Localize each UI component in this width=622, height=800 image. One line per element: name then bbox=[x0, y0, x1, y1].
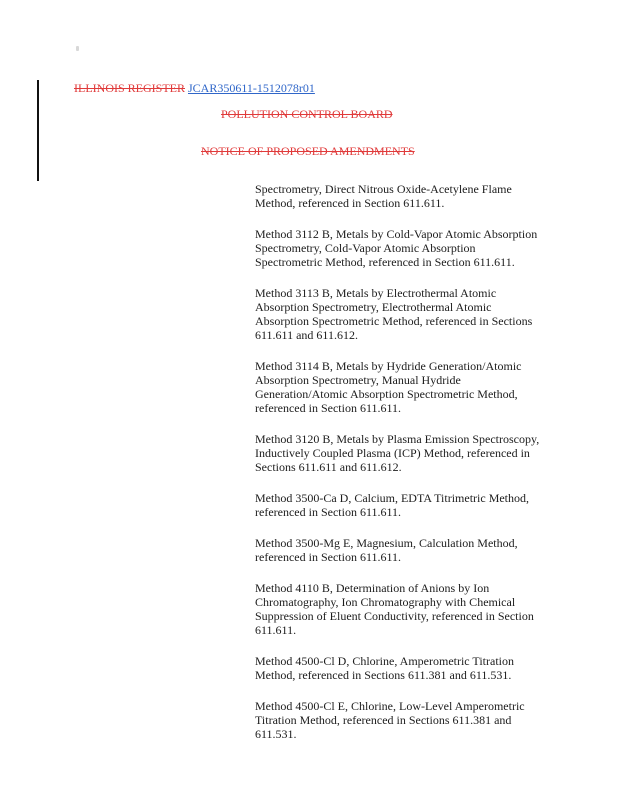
method-item: Method 3500-Ca D, Calcium, EDTA Titrimetric Method, referenced in Section 611.611. bbox=[255, 491, 530, 519]
method-item: Method 3113 B, Metals by Electrothermal Atomic Absorption Spectrometry, Electrothermal Atomic Absorption Spectrometric Method, referenced in Sections 611.611 and 611.612. bbox=[255, 286, 533, 342]
register-header bbox=[74, 81, 315, 96]
method-item: Method 3500-Mg E, Magnesium, Calculation Method, referenced in Section 611.611. bbox=[255, 536, 518, 564]
method-list bbox=[255, 182, 545, 758]
method-item: Method 4500-Cl E, Chlorine, Low-Level Amperometric Titration Method, referenced in Sections 611.381 and 611.531. bbox=[255, 699, 525, 741]
method-item: Spectrometry, Direct Nitrous Oxide-Acetylene Flame Method, referenced in Section 611.611. bbox=[255, 182, 512, 210]
method-item: Method 3114 B, Metals by Hydride Generation/Atomic Absorption Spectrometry, Manual Hydride Generation/Atomic Absorption Spectrometric Method, referenced in Section 611.611. bbox=[255, 359, 522, 415]
scan-speck bbox=[76, 46, 79, 51]
method-item: Method 3112 B, Metals by Cold-Vapor Atomic Absorption Spectrometry, Cold-Vapor Atomic Absorption Spectrometric Method, referenced in Section 611.611. bbox=[255, 227, 538, 269]
method-item: Method 3120 B, Metals by Plasma Emission Spectroscopy, Inductively Coupled Plasma (ICP) Method, referenced in Sections 611.611 and 611.612. bbox=[255, 432, 540, 474]
method-item: Method 4110 B, Determination of Anions by Ion Chromatography, Ion Chromatography with Chemical Suppression of Eluent Conductivity, referenced in Section 611.611. bbox=[255, 581, 534, 637]
register-title-deleted: ILLINOIS REGISTER bbox=[74, 81, 185, 95]
board-title-deleted: POLLUTION CONTROL BOARD bbox=[221, 107, 393, 121]
revision-change-bar bbox=[37, 80, 39, 181]
notice-title-deleted: NOTICE OF PROPOSED AMENDMENTS bbox=[201, 144, 415, 158]
method-item: Method 4500-Cl D, Chlorine, Amperometric Titration Method, referenced in Sections 611.381 and 611.531. bbox=[255, 654, 514, 682]
jcar-reference-inserted: JCAR350611-1512078r01 bbox=[188, 81, 315, 95]
